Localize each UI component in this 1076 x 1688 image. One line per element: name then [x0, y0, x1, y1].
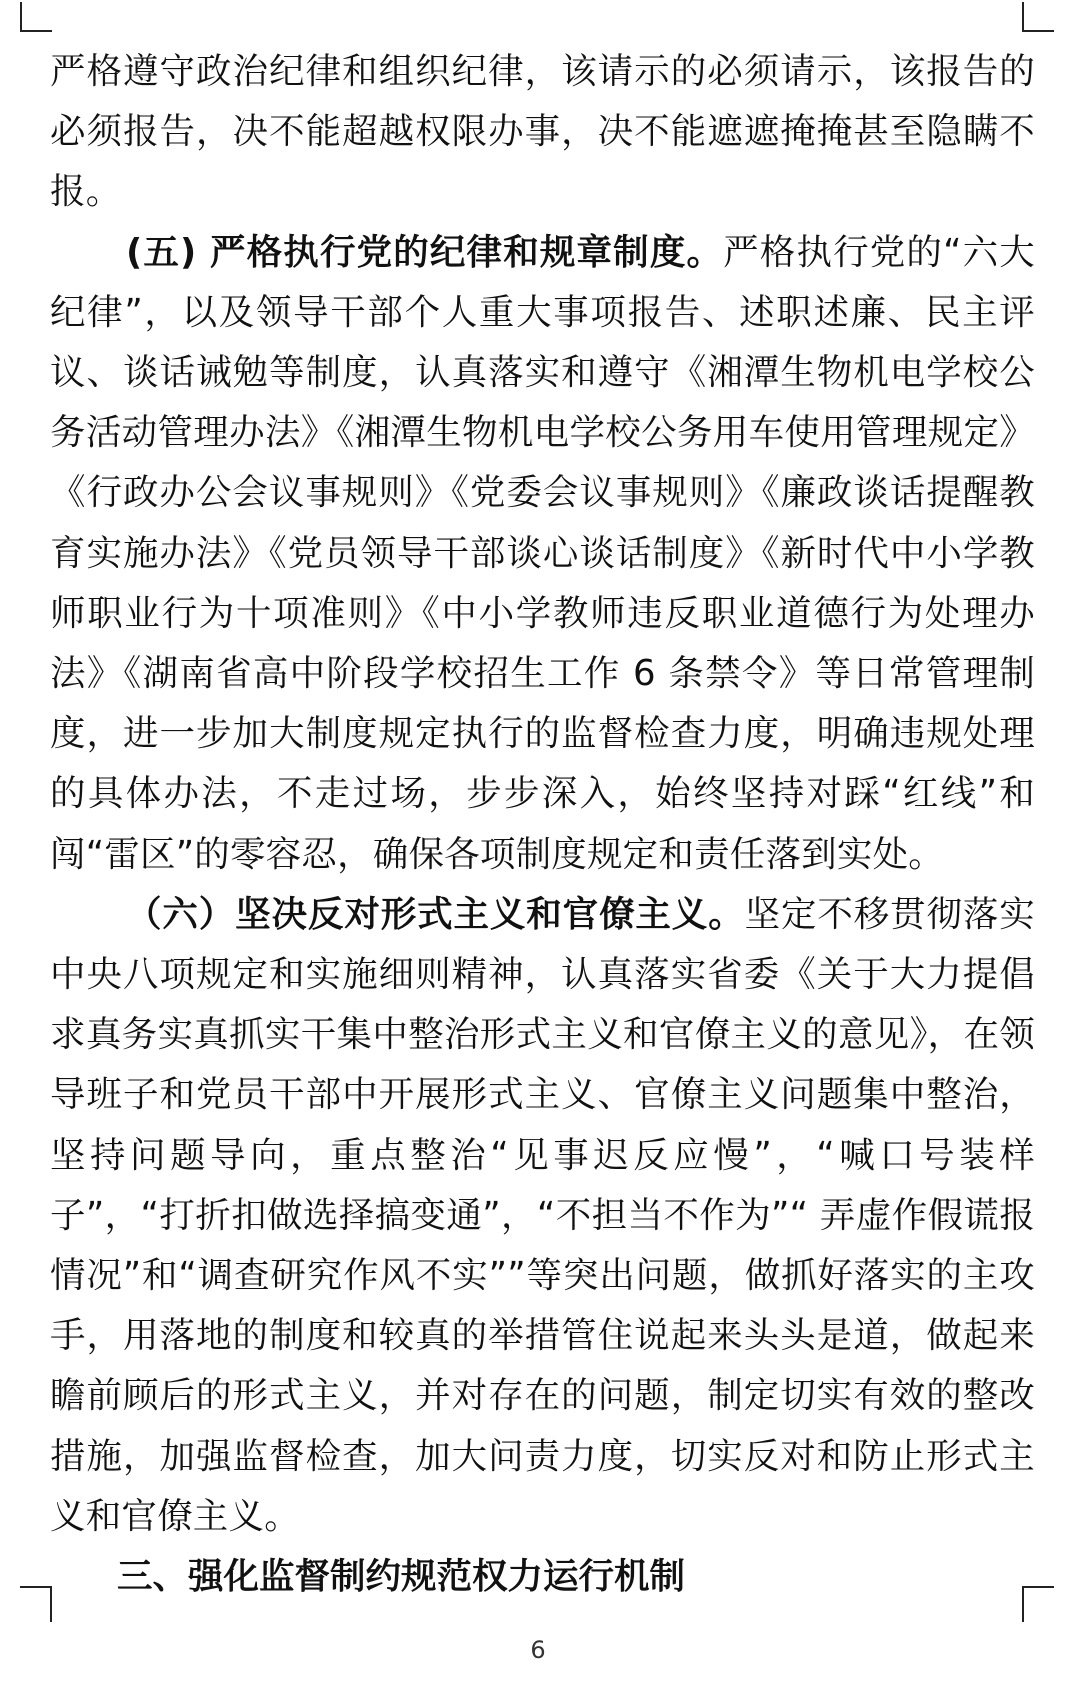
paragraph-text: 严格执行党的“六大纪律”，以及领导干部个人重大事项报告、述职述廉、民主评议、谈话诫勉等制度，认真落实和遵守《湘潭生物机电学校公务活动管理办法》《湘潭生物机电学校公务用车使用管理规定》《行政办公会议事规则》《党委会议事规则》《廉政谈话提醒教育实施办法》《党员领导干部谈心谈话制度》《新时代中小学教师职业行为十项准则》《中小学教师违反职业道德行为处理办法》《湖南省高中阶段学校招生工作 6 条禁令》等日常管理制度，进一步加大制度规定执行的监督检查力度，明确违规处理的具体办法，不走过场，步步深入，始终坚持对踩“红线”和闯“雷区”的零容忍，确保各项制度规定和责任落到实处。 — [50, 231, 1035, 875]
paragraph-discipline-rules — [50, 223, 1035, 885]
paragraph-continuation — [50, 42, 1035, 223]
paragraph-text: 坚定不移贯彻落实中央八项规定和实施细则精神，认真落实省委《关于大力提倡求真务实真抓实干集中整治形式主义和官僚主义的意见》，在领导班子和党员干部中开展形式主义、官僚主义问题集中整治，坚持问题导向，重点整治“见事迟反应慢”，“喊口号装样子”，“打折扣做选择搞变通”，“不担当不作为”“ 弄虚作假谎报情况”和“调查研究作风不实””等突出问题，做抓好落实的主攻手，用落地的制度和较真的举措管住说起来头头是道，做起来瞻前顾后的形式主义，并对存在的问题，制定切实有效的整改措施，加强监督检查，加大问责力度，切实反对和防止形式主义和官僚主义。 — [50, 893, 1036, 1537]
paragraph-lead-heading: (五) 严格执行党的纪律和规章制度。 — [126, 231, 724, 273]
section-heading: 三、强化监督制约规范权力运行机制 — [117, 1556, 686, 1598]
crop-mark-bottom-left — [20, 1586, 52, 1622]
crop-mark-top-right — [1022, 2, 1054, 32]
paragraph-text: 严格遵守政治纪律和组织纪律，该请示的必须请示，该报告的必须报告，决不能超越权限办事，决不能遮遮掩掩甚至隐瞒不报。 — [50, 51, 1035, 213]
document-body — [50, 42, 1035, 1607]
page-number: 6 — [530, 1636, 546, 1664]
crop-mark-top-left — [20, 2, 52, 32]
paragraph-lead-heading: （六）坚决反对形式主义和官僚主义。 — [126, 893, 745, 935]
paragraph-anti-formalism — [50, 885, 1035, 1547]
